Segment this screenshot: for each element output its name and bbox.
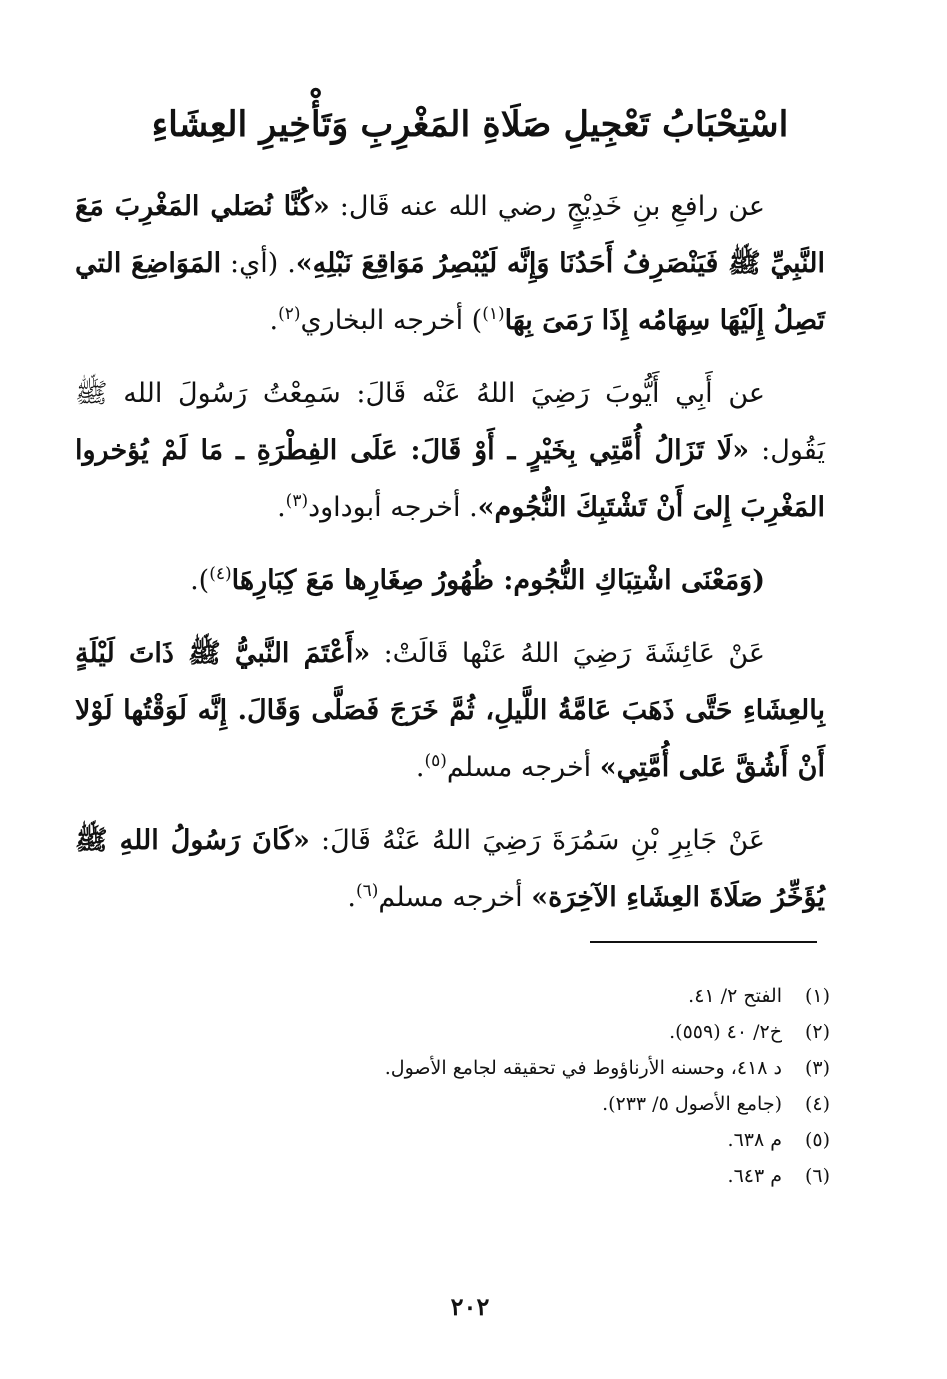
footnote-text: م ٦٣٨.: [727, 1129, 782, 1151]
hadith-quote: «كُنَّا نُصَلي المَغْرِبَ مَعَ النَّبِيِّ ﷺ فَيَنْصَرِفُ أَحَدُنَا وَإِنَّه لَيُبْصِرُ مَوَاقِعَ نَبْلِهِ»: [75, 191, 825, 279]
gloss-open: . (أي:: [221, 248, 296, 279]
paragraph-end: ).: [190, 565, 210, 596]
footnote-number: (٤): [804, 1093, 830, 1115]
explanation-text: (وَمَعْنَى اشْتِبَاكِ النُّجُوم: ظُهُورُ صِغَارِها مَعَ كِبَارِهَا: [231, 565, 765, 596]
hadith-quote: «لَا تَزَالُ أُمَّتِي بِخَيْرٍ ـ أَوْ قَالَ: عَلَى الفِطْرَةِ ـ مَا لَمْ يُؤخروا المَغْرِبَ إِلىَ أَنْ تَشْتَبِكَ النُّجُوم»: [75, 435, 825, 523]
chapter-title: اسْتِحْبَابُ تَعْجِيلِ صَلَاةِ المَغْرِبِ وَتَأْخِيرِ العِشَاءِ: [151, 104, 789, 145]
source-text: . أخرجه أبوداود: [308, 492, 478, 523]
hadith-paragraph-1: [75, 178, 825, 349]
footnote-item: [200, 1014, 830, 1050]
paragraph-end: .: [277, 492, 286, 523]
hadith-quote: «أَعْتَمَ النَّبيُّ ﷺ ذَاتَ لَيْلَةٍ بِالعِشَاءِ حَتَّى ذَهَبَ عَامَّةُ اللَّيلِ، ثُمَّ خَرَجَ فَصَلَّى وَقَالَ. إِنَّه لَوَقْتُها لَوْلا أَنْ أَشُقَّ عَلى أُمَّتِي»: [75, 638, 825, 783]
paragraph-end: .: [347, 882, 356, 913]
footnote-text: م ٦٤٣.: [727, 1165, 782, 1187]
footnote-item: [200, 978, 830, 1014]
hadith-paragraph-2: [75, 365, 825, 536]
hadith-quote: «كَانَ رَسُولُ اللهِ ﷺ يُؤَخِّرُ صَلَاةَ العِشَاءِ الآخِرَة»: [75, 825, 825, 913]
narrator-intro: عن أَبِي أَيُّوبَ رَضِيَ اللهُ عَنْه قَالَ: سَمِعْتُ رَسُولَ الله ﷺ يَقُول:: [75, 378, 825, 466]
footnote-text: خ٢/ ٤٠ (٥٥٩).: [669, 1021, 782, 1043]
footnote-ref[interactable]: (٥): [424, 751, 447, 771]
footnote-divider: [590, 941, 817, 943]
footnote-number: (٥): [804, 1129, 830, 1151]
footnote-text: الفتح ٢/ ٤١.: [688, 985, 782, 1007]
footnote-ref[interactable]: (١): [482, 304, 505, 324]
narrator-intro: عَنْ جَابِرِ بْنِ سَمُرَةَ رَضِيَ اللهُ عَنْهُ قَالَ:: [309, 825, 765, 856]
footnote-item: [200, 1122, 830, 1158]
footnote-ref[interactable]: (٤): [209, 564, 232, 584]
narrator-intro: عَنْ عَائِشَةَ رَضِيَ اللهُ عَنْها قَالَتْ:: [370, 638, 765, 669]
footnote-text: (جامع الأصول ٥/ ٢٣٣).: [602, 1093, 782, 1115]
footnote-number: (١): [804, 985, 830, 1007]
page-number: ٢٠٢: [450, 1292, 490, 1321]
gloss-text: المَوَاضِعَ التي تَصِلُ إِلَيْهَا سِهَامُه إِذَا رَمَىَ بِهَا: [75, 248, 825, 336]
hadith-paragraph-3: [75, 625, 825, 796]
source-text: ) أخرجه البخاري: [300, 305, 483, 336]
footnote-ref[interactable]: (٢): [278, 304, 301, 324]
paragraph-end: .: [415, 752, 425, 783]
footnote-item: [200, 1086, 830, 1122]
footnote-number: (٦): [804, 1165, 830, 1187]
footnote-number: (٢): [804, 1021, 830, 1043]
footnote-number: (٣): [804, 1057, 830, 1079]
footnote-ref[interactable]: (٣): [285, 491, 309, 511]
hadith-paragraph-4: [75, 812, 825, 926]
main-text: [75, 178, 825, 942]
narrator-intro: عن رافعِ بنِ خَدِيْجٍ رضي الله عنه قَال:: [329, 191, 765, 222]
explanation-paragraph: [75, 552, 825, 609]
footnote-ref[interactable]: (٦): [355, 881, 379, 901]
source-text: أخرجه مسلم: [446, 752, 600, 783]
paragraph-end: .: [269, 305, 279, 336]
footnotes-list: [200, 978, 830, 1194]
footnote-item: [200, 1050, 830, 1086]
footnote-item: [200, 1158, 830, 1194]
footnote-text: د ٤١٨، وحسنه الأرناؤوط في تحقيقه لجامع الأصول.: [384, 1057, 782, 1079]
source-text: أخرجه مسلم: [378, 882, 532, 913]
